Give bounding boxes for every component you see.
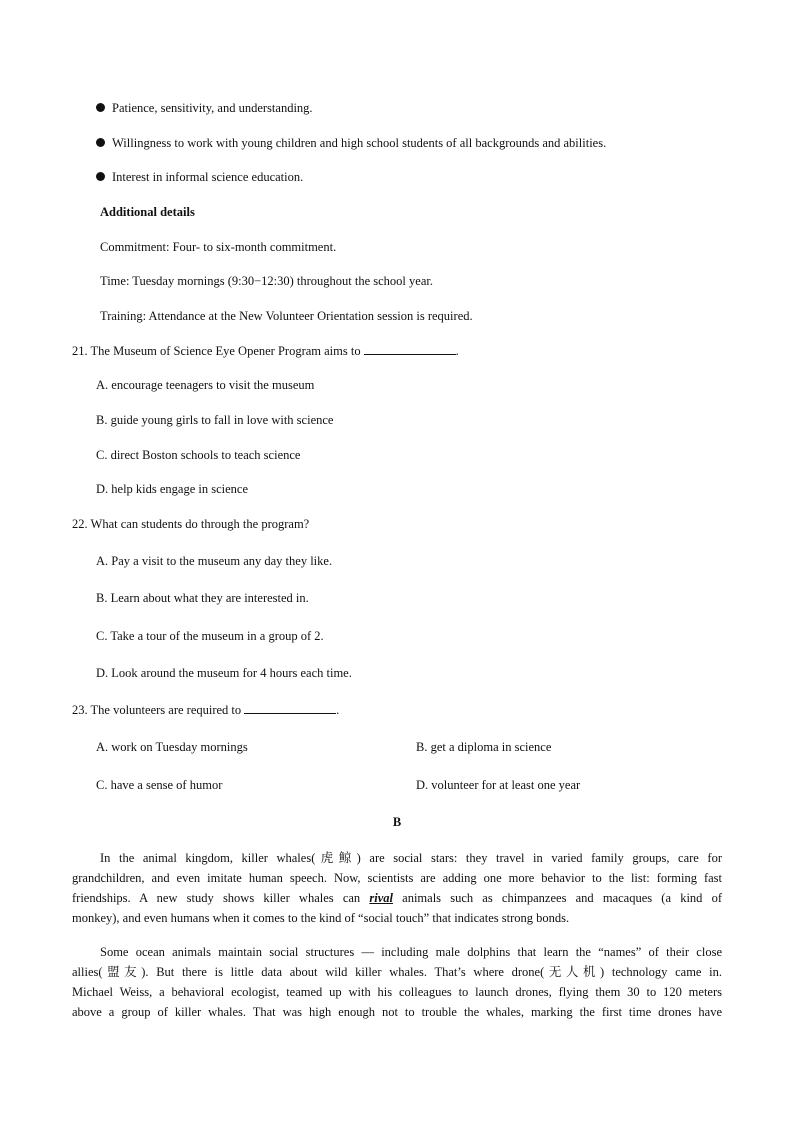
bullet-icon xyxy=(96,172,105,181)
requirement-item: Willingness to work with young children and high school students of all backgrounds and abilities. xyxy=(112,136,607,150)
option-23-b: B. get a diploma in science xyxy=(416,740,552,754)
question-22-text: 22. What can students do through the program? xyxy=(72,517,310,531)
section-b-heading: B xyxy=(392,815,402,829)
answer-blank xyxy=(244,702,336,714)
option-21-b: B. guide young girls to fall in love with science xyxy=(96,413,334,427)
paragraph-line: In the animal kingdom, killer whales(虎鲸) are social stars: they travel in varied family groups, care for xyxy=(100,851,722,865)
paragraph-line: monkey), and even humans when it comes to the kind of “social touch” that indicates strong bonds. xyxy=(72,911,570,925)
question-stem: 23. The volunteers are required to . xyxy=(72,703,340,717)
paragraph-line: Michael Weiss, a behavioral ecologist, teamed up with his colleagues to launch drones, flying them 30 to 120 meters xyxy=(72,985,722,999)
bullet-icon xyxy=(96,103,105,112)
paragraph-line: Some ocean animals maintain social structures — including male dolphins that learn the “names” of their close xyxy=(100,945,722,959)
paragraph-line: above a group of killer whales. That was high enough not to trouble the whales, marking the first time drones have xyxy=(72,1005,722,1019)
option-22-a: A. Pay a visit to the museum any day they like. xyxy=(96,554,333,568)
requirement-item: Interest in informal science education. xyxy=(112,170,304,184)
paragraph-line: grandchildren, and even imitate human speech. Now, scientists are adding one more behavior to the list: forming fast xyxy=(72,871,722,885)
requirement-item: Patience, sensitivity, and understanding. xyxy=(112,101,313,115)
passage-paragraph-1 xyxy=(72,848,722,928)
question-21-text: 21. The Museum of Science Eye Opener Program aims to xyxy=(72,344,361,358)
answer-blank xyxy=(364,343,456,355)
option-21-a: A. encourage teenagers to visit the museum xyxy=(96,378,315,392)
option-22-d: D. Look around the museum for 4 hours each time. xyxy=(96,666,352,680)
question-23-text: 23. The volunteers are required to xyxy=(72,703,242,717)
option-22-b: B. Learn about what they are interested in. xyxy=(96,591,309,605)
training-text: Training: Attendance at the New Volunteer Orientation session is required. xyxy=(100,309,473,323)
bullet-icon xyxy=(96,138,105,147)
additional-details-heading: Additional details xyxy=(100,205,195,219)
option-23-c: C. have a sense of humor xyxy=(96,778,223,792)
question-stem: 21. The Museum of Science Eye Opener Program aims to . xyxy=(72,344,459,358)
option-23-d: D. volunteer for at least one year xyxy=(416,778,581,792)
paragraph-line: friendships. A new study shows killer whales can rival animals such as chimpanzees and macaques (a kind of xyxy=(72,891,723,905)
option-21-d: D. help kids engage in science xyxy=(96,482,249,496)
option-21-c: C. direct Boston schools to teach science xyxy=(96,448,301,462)
commitment-text: Commitment: Four- to six-month commitment. xyxy=(100,240,337,254)
rival-keyword: rival xyxy=(369,891,393,905)
paragraph-line: allies(盟友). But there is little data about wild killer whales. That’s where drone(无人机) technology came in. xyxy=(72,965,722,979)
option-23-a: A. work on Tuesday mornings xyxy=(96,740,248,754)
option-22-c: C. Take a tour of the museum in a group of 2. xyxy=(96,629,324,643)
time-text: Time: Tuesday mornings (9:30−12:30) throughout the school year. xyxy=(100,274,433,288)
passage-paragraph-2 xyxy=(72,942,722,1022)
